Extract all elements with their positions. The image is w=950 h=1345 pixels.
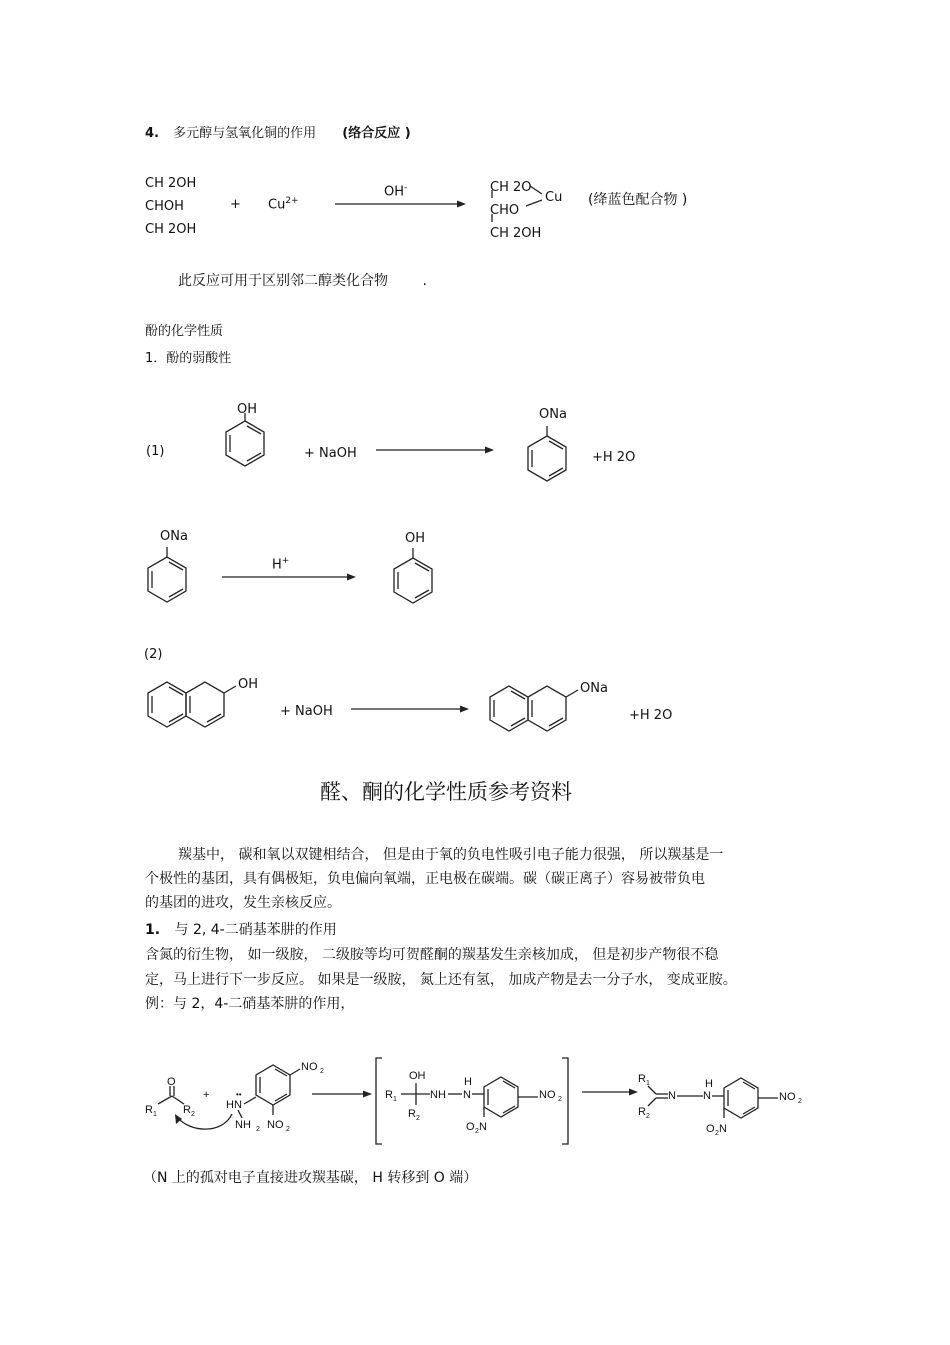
ketone-r1-sub: 1 <box>153 1111 157 1118</box>
intermediate-r2-sub: 2 <box>416 1115 420 1122</box>
reagent-no2-para: NO <box>301 1061 318 1073</box>
intermediate-o2n-sub: 2 <box>475 1128 479 1135</box>
scheme-plus: + <box>203 1089 210 1101</box>
para1-line-1: 羰基中， 碳和氧以双键相结合， 但是由于氧的负电性吸引电子能力很强， 所以羰基是一 <box>178 847 724 863</box>
glycerol-line-1: CH 2OH <box>145 176 197 191</box>
lone-pair-dots: •• <box>236 1090 242 1099</box>
reagent-oh-symbol: OH <box>384 184 405 200</box>
product-h: H <box>705 1078 713 1090</box>
sec4-note-end: . <box>422 273 427 289</box>
dnp-reagent <box>226 1061 324 1133</box>
hydrazone-product <box>638 1073 802 1137</box>
para2-line-2: 定，马上进行下一步反应。 如果是一级胺， 氮上还有氢， 加成产物是去一分子水， 变成亚胺。 <box>145 971 737 988</box>
phenol1-oh: OH <box>237 402 258 417</box>
sec4-paren: (络合反应 ) <box>342 126 411 141</box>
intermediate-no2-para: NO <box>539 1089 556 1101</box>
scheme-footnote: （N 上的孤对电子直接进攻羰基碳， H 转移到 O 端） <box>143 1170 478 1186</box>
reagent-oh-charge: - <box>404 183 408 193</box>
reagent-no2-ortho-sub: 2 <box>286 1126 290 1133</box>
product-o2n: O <box>706 1123 715 1135</box>
ketone-r1: R <box>145 1104 153 1116</box>
phenol-heading: 酚的化学性质 <box>145 324 224 339</box>
product-n2: N <box>703 1090 711 1102</box>
product-no2-para-sub: 2 <box>798 1098 802 1105</box>
ketone-structure <box>145 1076 195 1118</box>
product-o2n-sub: 2 <box>715 1130 719 1137</box>
product-no2-para: NO <box>779 1091 796 1103</box>
product-o2n-n: N <box>719 1123 727 1135</box>
reaction2-label: (2) <box>144 647 163 662</box>
plus-naoh-1: + NaOH <box>304 446 357 461</box>
intermediate-nh: NH <box>430 1089 446 1101</box>
bracket-left <box>376 1058 382 1144</box>
naphthoxide-ona: ONa <box>580 681 608 696</box>
glycerol-line-2: CHOH <box>145 199 184 214</box>
naphthol-oh: OH <box>238 677 259 692</box>
bracket-right <box>562 1058 568 1144</box>
para1-line-2: 个极性的基团，具有偶极矩，负电偏向氧端，正电极在碳端。碳（碳正离子）容易被带负电 <box>145 871 705 887</box>
intermediate-no2-para-sub: 2 <box>558 1096 562 1103</box>
phenol-subheading: 1．酚的弱酸性 <box>145 351 232 366</box>
sec4-title: 多元醇与氢氧化铜的作用 <box>173 126 317 141</box>
plus-sign: + <box>230 197 241 212</box>
reagent-nh2: NH <box>235 1119 251 1131</box>
intermediate-o2n: O <box>466 1121 475 1133</box>
plus-h2o-1: +H 2O <box>592 450 636 465</box>
complex-line-2: CHO <box>490 203 520 218</box>
glycerol-line-3: CH 2OH <box>145 222 197 237</box>
phenol2-oh: OH <box>405 531 426 546</box>
reagent-no2-ortho: NO <box>267 1119 284 1131</box>
plus-h2o-2: +H 2O <box>629 708 673 723</box>
reagent-no2-para-sub: 2 <box>320 1068 324 1075</box>
product-r2: R <box>638 1106 646 1118</box>
complex-cu: Cu <box>545 190 563 205</box>
intermediate-structure <box>385 1070 562 1135</box>
plus-naoh-2: + NaOH <box>280 704 333 719</box>
product-r2-sub: 2 <box>646 1113 650 1120</box>
ketone-r2-sub: 2 <box>191 1111 195 1118</box>
section-title: 醛、酮的化学性质参考资料 <box>320 780 572 804</box>
ketone-o: O <box>167 1076 176 1088</box>
intermediate-r2: R <box>408 1108 416 1120</box>
intermediate-o2n-n: N <box>479 1121 487 1133</box>
sec4-note-text: 此反应可用于区别邻二醇类化合物 <box>178 273 388 289</box>
scheme-arrow-2-head <box>629 1089 638 1096</box>
h-plus-symbol: H <box>272 557 282 573</box>
curved-arrow-head <box>175 1114 182 1124</box>
ketone-r2: R <box>183 1104 191 1116</box>
product-r1-sub: 1 <box>646 1080 650 1087</box>
complex-line-3: CH 2OH <box>490 226 542 241</box>
intermediate-r1: R <box>385 1089 393 1101</box>
para2-line-3: 例：与 2，4-二硝基苯肼的作用， <box>145 996 355 1012</box>
reaction1-label: (1) <box>146 444 165 459</box>
intermediate-h: H <box>464 1076 472 1088</box>
sub1-number: 1. <box>145 922 161 938</box>
sec4-number: 4. <box>145 126 159 141</box>
reagent-hn: HN <box>226 1099 242 1111</box>
curved-arrow <box>178 1114 232 1129</box>
h-plus-charge: + <box>281 556 290 566</box>
cu-ion-symbol: Cu <box>268 197 286 213</box>
cu-ion-charge: 2+ <box>285 196 299 206</box>
sub1-title: 与 2, 4-二硝基苯肼的作用 <box>174 922 337 938</box>
intermediate-r1-sub: 1 <box>393 1096 397 1103</box>
intermediate-oh: OH <box>409 1070 426 1082</box>
para1-line-3: 的基团的进攻，发生亲核反应。 <box>145 895 341 911</box>
phenoxide2-ona: ONa <box>160 529 188 544</box>
intermediate-n: N <box>463 1089 471 1101</box>
reagent-nh2-sub: 2 <box>256 1126 260 1133</box>
para2-line-1: 含氮的衍生物， 如一级胺， 二级胺等均可贺醛酮的羰基发生亲核加成， 但是初步产物很不稳 <box>145 947 719 963</box>
product-n1: N <box>668 1090 676 1102</box>
complex-line-1: CH 2O <box>490 180 532 195</box>
product-r1: R <box>638 1073 646 1085</box>
phenoxide1-ona: ONa <box>539 407 567 422</box>
scheme-arrow-1-head <box>363 1091 372 1098</box>
complex-note: (绛蓝色配合物 ) <box>588 192 688 208</box>
